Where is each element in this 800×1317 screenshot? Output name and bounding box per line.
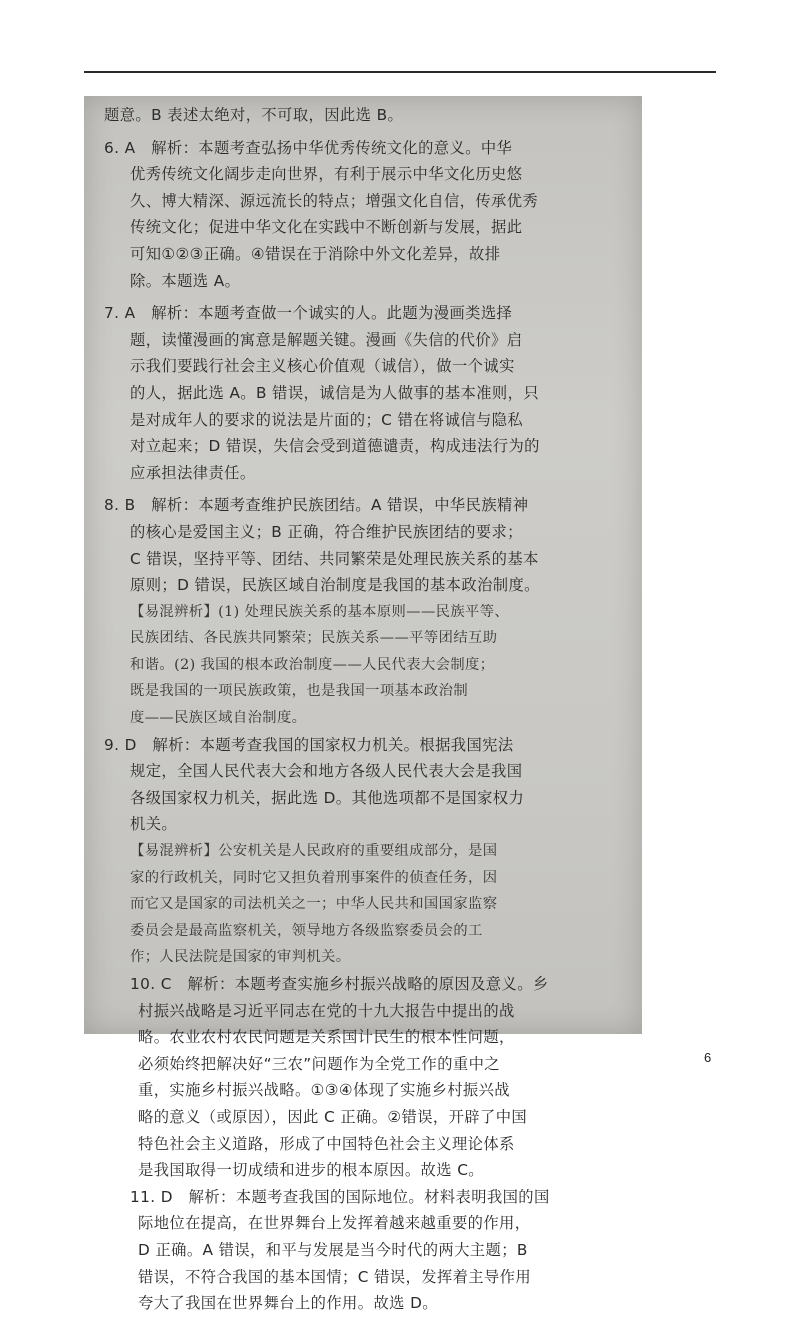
text-line: 际地位在提高，在世界舞台上发挥着越来越重要的作用， <box>138 1214 531 1233</box>
text-line: 特色社会主义道路，形成了中国特色社会主义理论体系 <box>138 1134 515 1153</box>
text-line: 是我国取得一切成绩和进步的根本原因。故选 C。 <box>138 1161 484 1180</box>
text-line: 是对成年人的要求的说法是片面的；C 错在将诚信与隐私 <box>130 410 524 429</box>
answer-7-heading: 7. A 解析：本题考查做一个诚实的人。此题为漫画类选择 <box>104 304 513 323</box>
text-line: 各级国家权力机关，据此选 D。其他选项都不是国家权力 <box>130 788 525 807</box>
text-line: 规定，全国人民代表大会和地方各级人民代表大会是我国 <box>130 762 523 781</box>
text-line: 家的行政机关，同时它又担负着刑事案件的侦查任务，因 <box>130 869 498 886</box>
text-line: 既是我国的一项民族政策，也是我国一项基本政治制 <box>130 683 469 700</box>
text-line: 传统文化；促进中华文化在实践中不断创新与发展，据此 <box>130 218 523 237</box>
confusion-note: 【易混辨析】(1) 处理民族关系的基本原则——民族平等、 <box>130 603 510 620</box>
text-line: 久、博大精深、源远流长的特点；增强文化自信，传承优秀 <box>130 191 539 210</box>
text-line: 题意。B 表述太绝对，不可取，因此选 B。 <box>104 106 404 124</box>
text-line: C 错误，坚持平等、团结、共同繁荣是处理民族关系的基本 <box>130 549 539 568</box>
text-line: 可知①②③正确。④错误在于消除中外文化差异，故排 <box>130 244 501 263</box>
text-line: 和谐。(2) 我国的根本政治制度——人民代表大会制度； <box>130 656 495 673</box>
text-line: 夸大了我国在世界舞台上的作用。故选 D。 <box>138 1294 438 1313</box>
text-line: 对立起来；D 错误，失信会受到道德谴责，构成违法行为的 <box>130 437 540 456</box>
answer-explanations <box>104 102 622 1317</box>
answer-11-heading: 11. D 解析：本题考查我国的国际地位。材料表明我国的国 <box>130 1187 550 1206</box>
text-line: 除。本题选 A。 <box>130 271 241 290</box>
text-line: D 正确。A 错误，和平与发展是当今时代的两大主题；B <box>138 1240 528 1259</box>
text-line: 略的意义（或原因），因此 C 正确。②错误，开辟了中国 <box>138 1107 528 1126</box>
text-line: 重，实施乡村振兴战略。①③④体现了实施乡村振兴战 <box>138 1081 510 1100</box>
scanned-page-photo <box>84 96 642 1313</box>
text-line: 民族团结、各民族共同繁荣；民族关系——平等团结互助 <box>130 630 498 647</box>
text-line: 作；人民法院是国家的审判机关。 <box>130 949 351 966</box>
text-line: 必须始终把解决好“三农”问题作为全党工作的重中之 <box>138 1054 500 1073</box>
answer-6-heading: 6. A 解析：本题考查弘扬中华优秀传统文化的意义。中华 <box>104 138 513 157</box>
answer-9-heading: 9. D 解析：本题考查我国的国家权力机关。根据我国宪法 <box>104 735 514 754</box>
answer-10-heading: 10. C 解析：本题考查实施乡村振兴战略的原因及意义。乡 <box>130 975 549 993</box>
text-line: 机关。 <box>130 815 178 834</box>
text-line: 原则；D 错误，民族区域自治制度是我国的基本政治制度。 <box>130 576 540 595</box>
text-line: 题，读懂漫画的寓意是解题关键。漫画《失信的代价》启 <box>130 330 523 349</box>
text-line: 示我们要践行社会主义核心价值观（诚信），做一个诚实 <box>130 357 515 376</box>
text-line: 优秀传统文化阔步走向世界，有利于展示中华文化历史悠 <box>130 165 523 184</box>
text-line: 村振兴战略是习近平同志在党的十九大报告中提出的战 <box>138 1001 515 1020</box>
text-line: 应承担法律责任。 <box>130 463 256 482</box>
text-line: 度——民族区域自治制度。 <box>130 710 307 727</box>
page-number: 6 <box>704 1050 712 1065</box>
text-line: 委员会是最高监察机关，领导地方各级监察委员会的工 <box>130 922 483 939</box>
text-line: 而它又是国家的司法机关之一；中华人民共和国国家监察 <box>130 896 498 913</box>
text-line: 的人，据此选 A。B 错误，诚信是为人做事的基本准则，只 <box>130 383 540 402</box>
text-line: 错误，不符合我国的基本国情；C 错误，发挥着主导作用 <box>138 1267 532 1286</box>
answer-8-heading: 8. B 解析：本题考查维护民族团结。A 错误，中华民族精神 <box>104 496 529 515</box>
confusion-note: 【易混辨析】公安机关是人民政府的重要组成部分，是国 <box>130 843 498 860</box>
header-rule <box>84 71 716 73</box>
text-line: 的核心是爱国主义；B 正确，符合维护民族团结的要求； <box>130 522 523 541</box>
text-line: 略。农业农村农民问题是关系国计民生的根本性问题， <box>138 1028 515 1047</box>
